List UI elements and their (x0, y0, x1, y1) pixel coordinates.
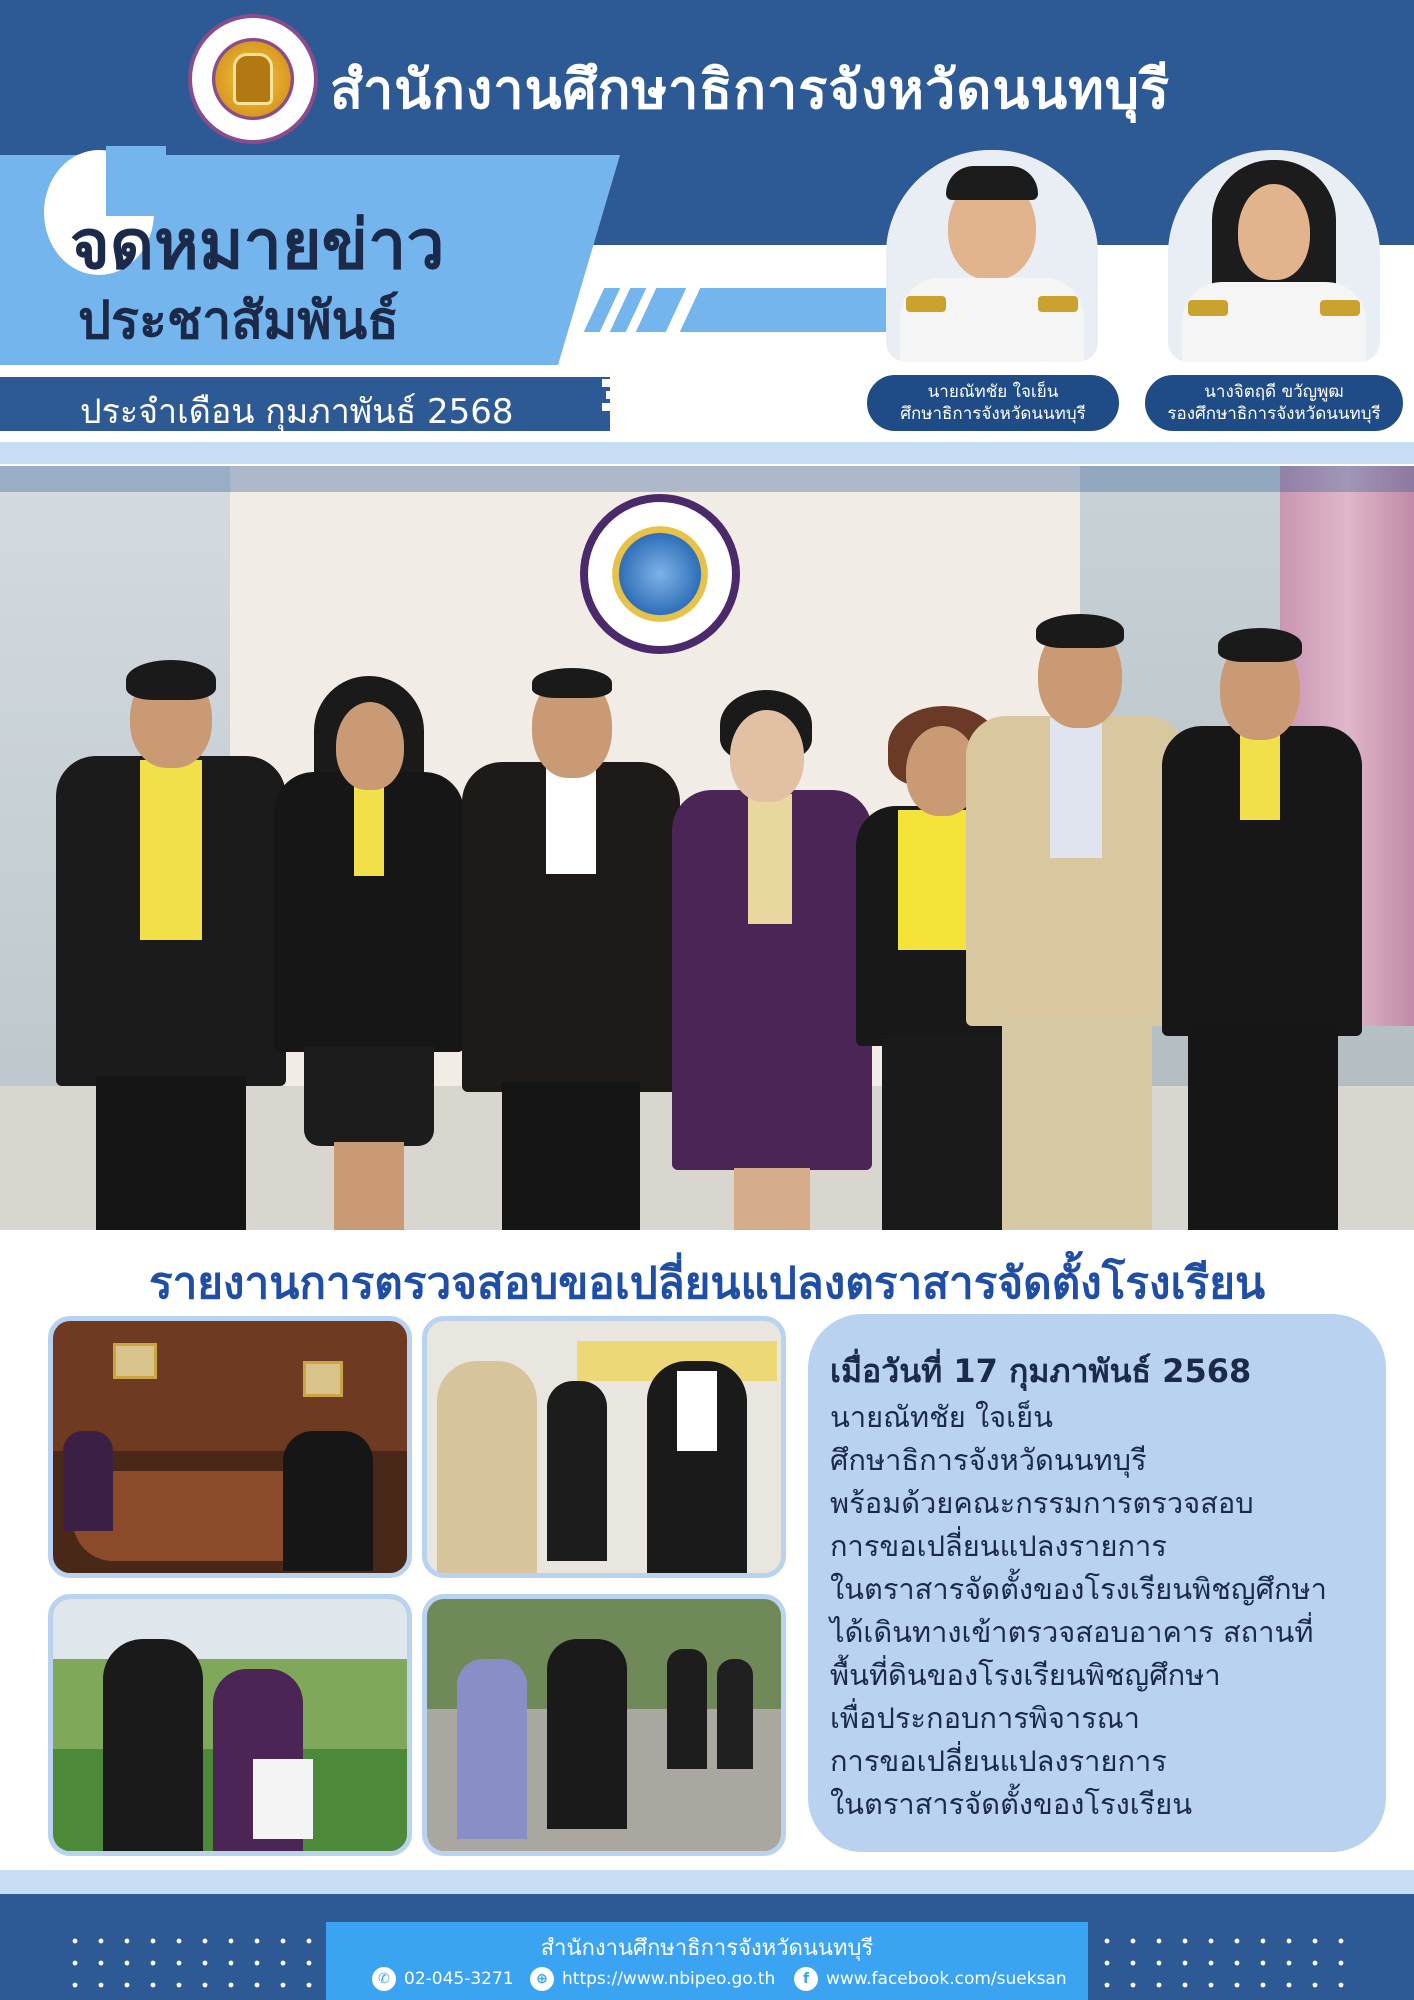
grounds-inspection-photo (422, 1594, 786, 1856)
group-photo (0, 466, 1414, 1230)
divider (0, 1870, 1414, 1894)
official-name: นายณัทชัย ใจเย็น (927, 382, 1059, 402)
decorative-dots (62, 1930, 322, 2000)
official-name: นางจิตฤดี ขวัญพูฒ (1204, 382, 1344, 402)
article-body-line: ได้เดินทางเข้าตรวจสอบอาคาร สถานที่ (830, 1615, 1314, 1649)
pixel-pattern (600, 377, 740, 431)
meeting-room-photo (48, 1316, 412, 1578)
decorative-dots (1094, 1930, 1354, 2000)
school-walkthrough-photo (422, 1316, 786, 1578)
article-body-line: ศึกษาธิการจังหวัดนนทบุรี (830, 1443, 1147, 1477)
article-body-line: นายณัทชัย ใจเย็น (830, 1400, 1053, 1434)
official-name-badge (864, 372, 1122, 434)
school-emblem (580, 494, 740, 654)
article-body-line: ในตราสารจัดตั้งของโรงเรียน (830, 1787, 1193, 1821)
article-body-line: พร้อมด้วยคณะกรรมการตรวจสอบ (830, 1486, 1254, 1520)
footer-phone[interactable] (372, 1967, 514, 1991)
issue-label: ประจำเดือน กุมภาพันธ์ 2568 (80, 392, 514, 432)
newsletter-subtitle: ประชาสัมพันธ์ (78, 291, 399, 351)
phone-number: 02-045-3271 (404, 1969, 514, 1989)
garden-inspection-photo (48, 1594, 412, 1856)
article-body-line: พื้นที่ดินของโรงเรียนพิชญศึกษา (830, 1658, 1221, 1692)
phone-icon: ✆ (372, 1967, 396, 1991)
official-position: ศึกษาธิการจังหวัดนนทบุรี (900, 404, 1086, 424)
official-name-badge (1142, 372, 1406, 434)
footer-website-link[interactable] (530, 1967, 775, 1991)
org-title: สำนักงานศึกษาธิการจังหวัดนนทบุรี (330, 58, 1171, 121)
facebook-icon: f (794, 1967, 818, 1991)
facebook-url: www.facebook.com/sueksan (826, 1969, 1067, 1989)
article-headline: รายงานการตรวจสอบขอเปลี่ยนแปลงตราสารจัดตั้งโรงเรียน (148, 1258, 1266, 1309)
article-body-line: ในตราสารจัดตั้งของโรงเรียนพิชญศึกษา (830, 1572, 1327, 1606)
article-body-line: เพื่อประกอบการพิจารณา (830, 1701, 1140, 1735)
decorative-stripe (680, 288, 921, 332)
footer-facebook-link[interactable] (794, 1967, 1067, 1991)
office-logo (188, 14, 318, 144)
article-body-line: การขอเปลี่ยนแปลงรายการ (830, 1529, 1167, 1563)
portrait-deputy-director (1168, 150, 1380, 362)
footer-org-name: สำนักงานศึกษาธิการจังหวัดนนทบุรี (540, 1936, 874, 1961)
newsletter-title: จดหมายข่าว (70, 206, 445, 285)
official-position: รองศึกษาธิการจังหวัดนนทบุรี (1167, 404, 1381, 424)
website-url: https://www.nbipeo.go.th (562, 1969, 776, 1989)
portrait-director (886, 150, 1098, 362)
divider (0, 442, 1414, 464)
decorative-stripe (636, 288, 687, 332)
article-date: เมื่อวันที่ 17 กุมภาพันธ์ 2568 (830, 1352, 1252, 1390)
globe-icon: ⊕ (530, 1967, 554, 1991)
article-body-line: การขอเปลี่ยนแปลงรายการ (830, 1744, 1167, 1778)
